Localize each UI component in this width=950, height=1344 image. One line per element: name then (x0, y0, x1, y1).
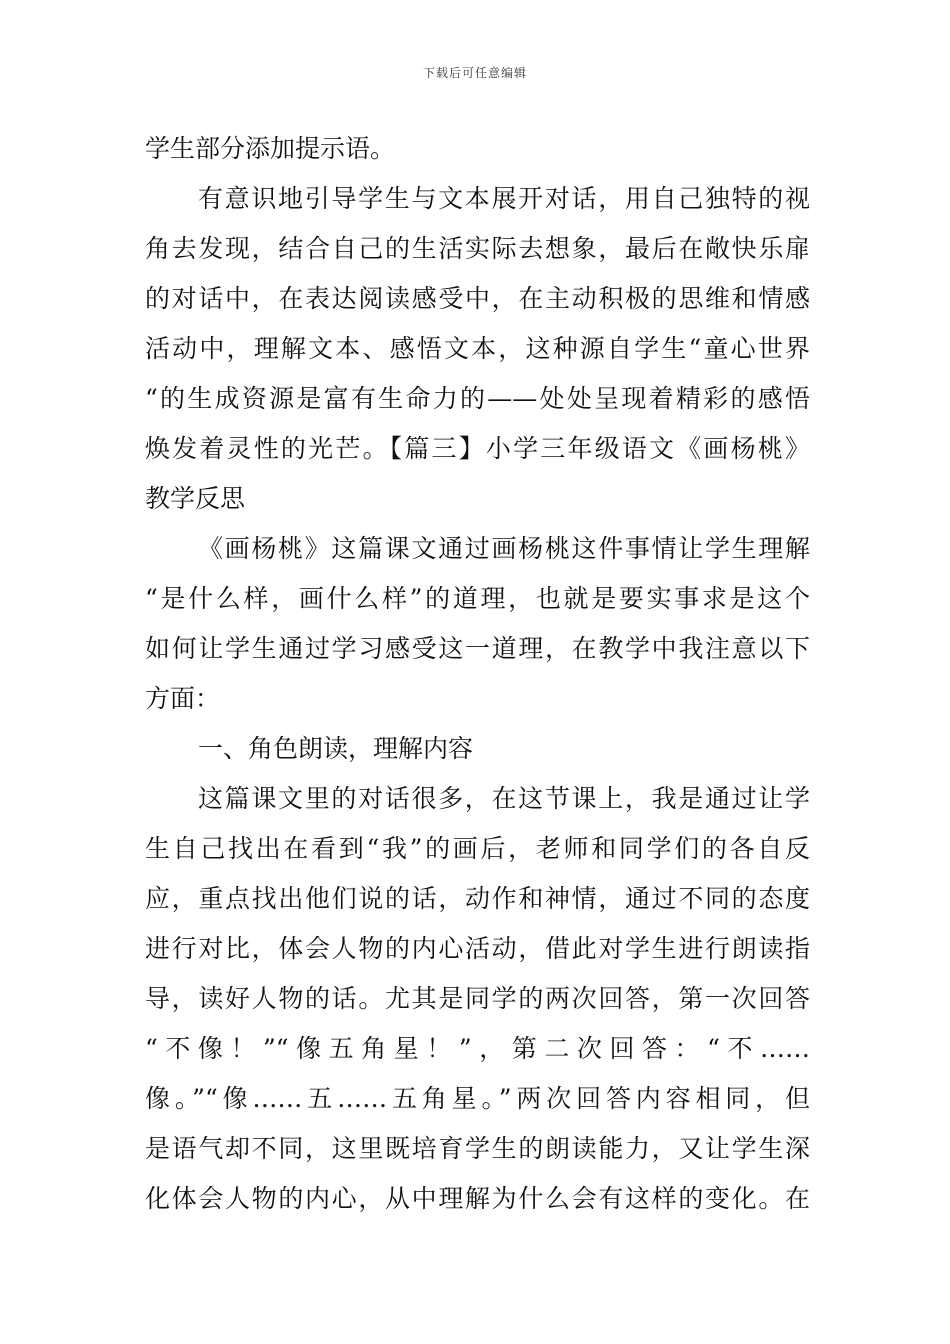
text-line: 导，读好人物的话。尤其是同学的两次回答，第一次回答 (145, 984, 810, 1013)
text-line: “的生成资源是富有生命力的——处处呈现着精彩的感悟 (145, 384, 810, 413)
paragraph-start-line: 有意识地引导学生与文本展开对话，用自己独特的视 (198, 184, 810, 213)
text-line: 化体会人物的内心，从中理解为什么会有这样的变化。在 (145, 1184, 810, 1213)
text-line: 的对话中，在表达阅读感受中，在主动积极的思维和情感 (145, 284, 810, 313)
paragraph-start-line: 这篇课文里的对话很多，在这节课上，我是通过让学 (198, 784, 810, 813)
text-line: 教学反思 (145, 484, 246, 513)
section-heading: 一、角色朗读，理解内容 (198, 734, 474, 763)
text-line: “是什么样，画什么样”的道理，也就是要实事求是这个 (145, 584, 810, 613)
text-line: 如何让学生通过学习感受这一道理，在教学中我注意以下 (145, 634, 810, 663)
text-line: 活动中，理解文本、感悟文本，这种源自学生“童心世界 (145, 334, 810, 363)
text-line: 焕发着灵性的光芒。【篇三】小学三年级语文《画杨桃》 (145, 434, 810, 463)
page-header: 下载后可任意编辑 (422, 66, 527, 80)
text-line: 学生部分添加提示语。 (145, 134, 396, 163)
text-line: 生自己找出在看到“我”的画后，老师和同学们的各自反 (145, 834, 810, 863)
text-line: 角去发现，结合自己的生活实际去想象，最后在敞快乐扉 (145, 234, 810, 263)
text-line: 像。”“像……五……五角星。”两次回答内容相同，但 (145, 1084, 810, 1113)
text-line: “不像！”“像五角星！”，第二次回答：“不…… (145, 1034, 810, 1063)
text-line: 应，重点找出他们说的话，动作和神情，通过不同的态度 (145, 884, 810, 913)
text-line: 进行对比，体会人物的内心活动，借此对学生进行朗读指 (145, 934, 810, 963)
paragraph-start-line: 《画杨桃》这篇课文通过画杨桃这件事情让学生理解 (198, 534, 810, 563)
text-line: 是语气却不同，这里既培育学生的朗读能力，又让学生深 (145, 1134, 810, 1163)
document-body (145, 124, 810, 1224)
text-line: 方面： (145, 684, 221, 713)
